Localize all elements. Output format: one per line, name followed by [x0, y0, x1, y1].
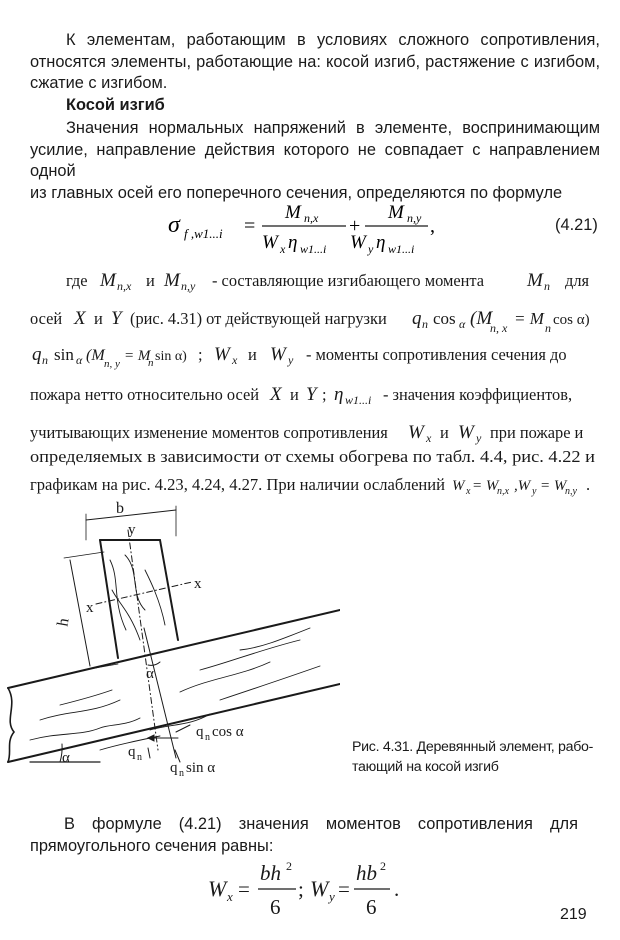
expl-text: где: [66, 271, 88, 290]
fraction1-denominator-eta-sub: w1...i: [300, 242, 327, 256]
label-alpha-top: α: [146, 666, 154, 682]
section-line: усилие, направление действия которого не совпадает с направлением одной: [30, 140, 600, 180]
label-x-right: x: [194, 576, 202, 592]
expl-math: = W: [540, 478, 567, 494]
expl-text: и: [440, 423, 449, 442]
closing-paragraph: [30, 814, 578, 857]
formula-comma: ,: [430, 215, 435, 237]
timber-element: [100, 540, 178, 658]
formula-4-21: [160, 190, 460, 260]
label-qn: q: [128, 744, 136, 760]
num1-sup: 2: [286, 859, 292, 873]
label-qnsin-rest: sin α: [186, 760, 216, 776]
expl-math: = W: [472, 478, 499, 494]
fraction2-denominator-w-sub: y: [368, 242, 374, 256]
expl-math-sub: α: [76, 353, 83, 367]
closing-line: прямоугольного сечения равны:: [30, 836, 274, 855]
intro-paragraph: [30, 30, 600, 95]
expl-math-sub: y: [288, 353, 294, 367]
den2: 6: [366, 895, 377, 919]
caption-line: тающий на косой изгиб: [352, 759, 499, 775]
label-qncos: q: [196, 724, 204, 740]
equation-number: (4.21): [555, 216, 598, 234]
sigma-subscript: f ,w1...i: [184, 226, 223, 241]
expl-text: (рис. 4.31) от действующей нагрузки: [130, 309, 387, 328]
expl-math: W: [458, 422, 474, 443]
fraction2-denominator-eta-sub: w1...i: [388, 242, 415, 256]
expl-text: .: [586, 475, 591, 494]
fraction1-denominator-w-sub: x: [280, 242, 286, 256]
expl-text: - составляющие изгибающего момента: [212, 271, 485, 290]
label-x-left: x: [86, 600, 94, 616]
expl-math: X: [270, 384, 282, 405]
expl-math-sub: n, x: [490, 321, 508, 335]
expl-math-sub: x: [426, 431, 432, 445]
expl-text: осей: [30, 309, 63, 328]
intro-line: сжатие с изгибом.: [30, 74, 168, 92]
expl-text: ;: [198, 345, 203, 364]
expl-math: ,W: [514, 478, 531, 494]
den1: 6: [270, 895, 281, 919]
expl-math-sub: y: [532, 486, 537, 497]
expl-text: для: [565, 271, 590, 290]
fraction1-denominator-w: W: [262, 232, 278, 253]
expl-math-sub: n, y: [104, 358, 120, 370]
fraction2-numerator: M: [388, 202, 404, 223]
expl-math: W: [452, 478, 465, 494]
expl-math-sub: n,y: [565, 486, 577, 497]
expl-text: и: [94, 309, 103, 328]
eq2: =: [338, 877, 350, 901]
fraction1-denominator-eta: η: [288, 232, 298, 253]
expl-text: графикам на рис. 4.23, 4.24, 4.27. При наличии ослаблений: [30, 475, 446, 494]
dimension-b: [86, 510, 176, 520]
label-b: b: [116, 500, 124, 517]
label-y: y: [128, 522, 136, 538]
wy-sub: y: [329, 889, 335, 904]
expl-text: учитывающих изменение моментов сопротивления: [30, 423, 388, 442]
expl-math: sin α): [155, 349, 187, 364]
expl-math: W: [270, 344, 286, 365]
wx-symbol: W: [208, 876, 227, 901]
label-qn-sub: n: [137, 752, 142, 763]
label-qnsin-sub: n: [179, 768, 184, 779]
expl-math: q: [32, 344, 42, 365]
figure-caption: [352, 737, 593, 777]
equals-sign: =: [244, 215, 256, 237]
expl-math-sub: n,x: [497, 486, 509, 497]
expl-text: и: [146, 271, 155, 290]
expl-text: определяемых в зависимости от схемы обогрева по табл. 4.4, рис. 4.22 и: [30, 447, 596, 466]
expl-math-sub: n: [545, 321, 551, 335]
expl-text: - моменты сопротивления сечения до: [306, 345, 567, 364]
expl-math-sub: n: [422, 317, 428, 331]
num1: bh: [260, 861, 281, 885]
page-number: 219: [560, 906, 587, 923]
expl-math: X: [74, 308, 86, 329]
expl-text: при пожаре и: [490, 423, 584, 442]
explanation-block: [0, 262, 620, 512]
expl-math: η: [334, 384, 344, 405]
expl-math-sub: n: [42, 353, 48, 367]
label-qnsin: q: [170, 760, 178, 776]
expl-math: M: [527, 270, 543, 291]
num2-sup: 2: [380, 859, 386, 873]
expl-text: и: [290, 385, 299, 404]
closing-line: В формуле (4.21) значения моментов сопротивления для: [64, 815, 578, 833]
expl-text: пожара нетто относительно осей: [30, 385, 260, 404]
expl-text: ;: [322, 385, 327, 404]
caption-line: Рис. 4.31. Деревянный элемент, рабо-: [352, 739, 594, 755]
expl-math: (M: [470, 308, 493, 329]
end-dot: .: [394, 877, 400, 901]
fraction1-numerator-sub: n,x: [304, 211, 319, 225]
sep: ;: [298, 877, 304, 901]
axis-x: [96, 582, 192, 604]
fraction2-numerator-sub: n,y: [407, 211, 422, 225]
fraction1-numerator: M: [285, 202, 301, 223]
axis-y: [128, 530, 158, 750]
expl-math: M: [164, 270, 180, 291]
intro-line: относятся элементы, работающие на: косой изгиб, растяжение с изгибом,: [30, 52, 600, 71]
label-qncos-sub: n: [205, 732, 210, 743]
expl-math: Y: [306, 384, 317, 405]
expl-math-sub: n,x: [117, 279, 132, 293]
formula-section-moduli: [200, 856, 410, 928]
section-heading: Косой изгиб: [66, 96, 165, 114]
sigma-symbol: σ: [168, 212, 180, 238]
section-line: Значения нормальных напряжений в элементе, воспринимающим: [66, 119, 600, 137]
expl-text: - значения коэффициентов,: [383, 385, 573, 404]
label-h: h: [54, 616, 73, 628]
expl-math-sub: α: [459, 317, 466, 331]
expl-math: = M: [514, 309, 544, 328]
intro-line: К элементам, работающим в условиях сложного сопротивления,: [66, 31, 600, 49]
expl-math: W: [408, 422, 424, 443]
expl-math: W: [214, 344, 230, 365]
num2: hb: [356, 861, 377, 885]
timber-beam: [8, 610, 340, 762]
section-line: из главных осей его поперечного сечения, определяются по формуле: [30, 183, 563, 202]
expl-text: и: [248, 345, 257, 364]
eq1: =: [238, 877, 250, 901]
fraction2-denominator-eta: η: [376, 232, 386, 253]
label-qncos-rest: cos α: [212, 724, 244, 740]
expl-math-sub: n: [148, 357, 154, 369]
expl-math-sub: n,y: [181, 279, 196, 293]
expl-math: M: [100, 270, 116, 291]
expl-math: cos α): [553, 312, 590, 328]
expl-math-sub: x: [466, 486, 471, 497]
expl-math: q: [412, 308, 422, 329]
wx-sub: x: [227, 889, 233, 904]
expl-math-sub: w1...i: [345, 393, 372, 407]
fraction2-denominator-w: W: [350, 232, 366, 253]
expl-math-sub: x: [232, 353, 238, 367]
wy-symbol: W: [310, 876, 329, 901]
label-alpha-bottom: α: [62, 750, 70, 766]
plus-sign: +: [349, 215, 361, 237]
expl-math: = M: [124, 348, 151, 364]
expl-math: cos: [433, 309, 456, 328]
expl-math: sin: [54, 345, 74, 364]
expl-math-sub: y: [476, 431, 482, 445]
expl-math: (M: [86, 347, 105, 364]
expl-math: Y: [111, 308, 122, 329]
figure-4-31: [0, 500, 340, 790]
expl-math-sub: n: [544, 279, 550, 293]
